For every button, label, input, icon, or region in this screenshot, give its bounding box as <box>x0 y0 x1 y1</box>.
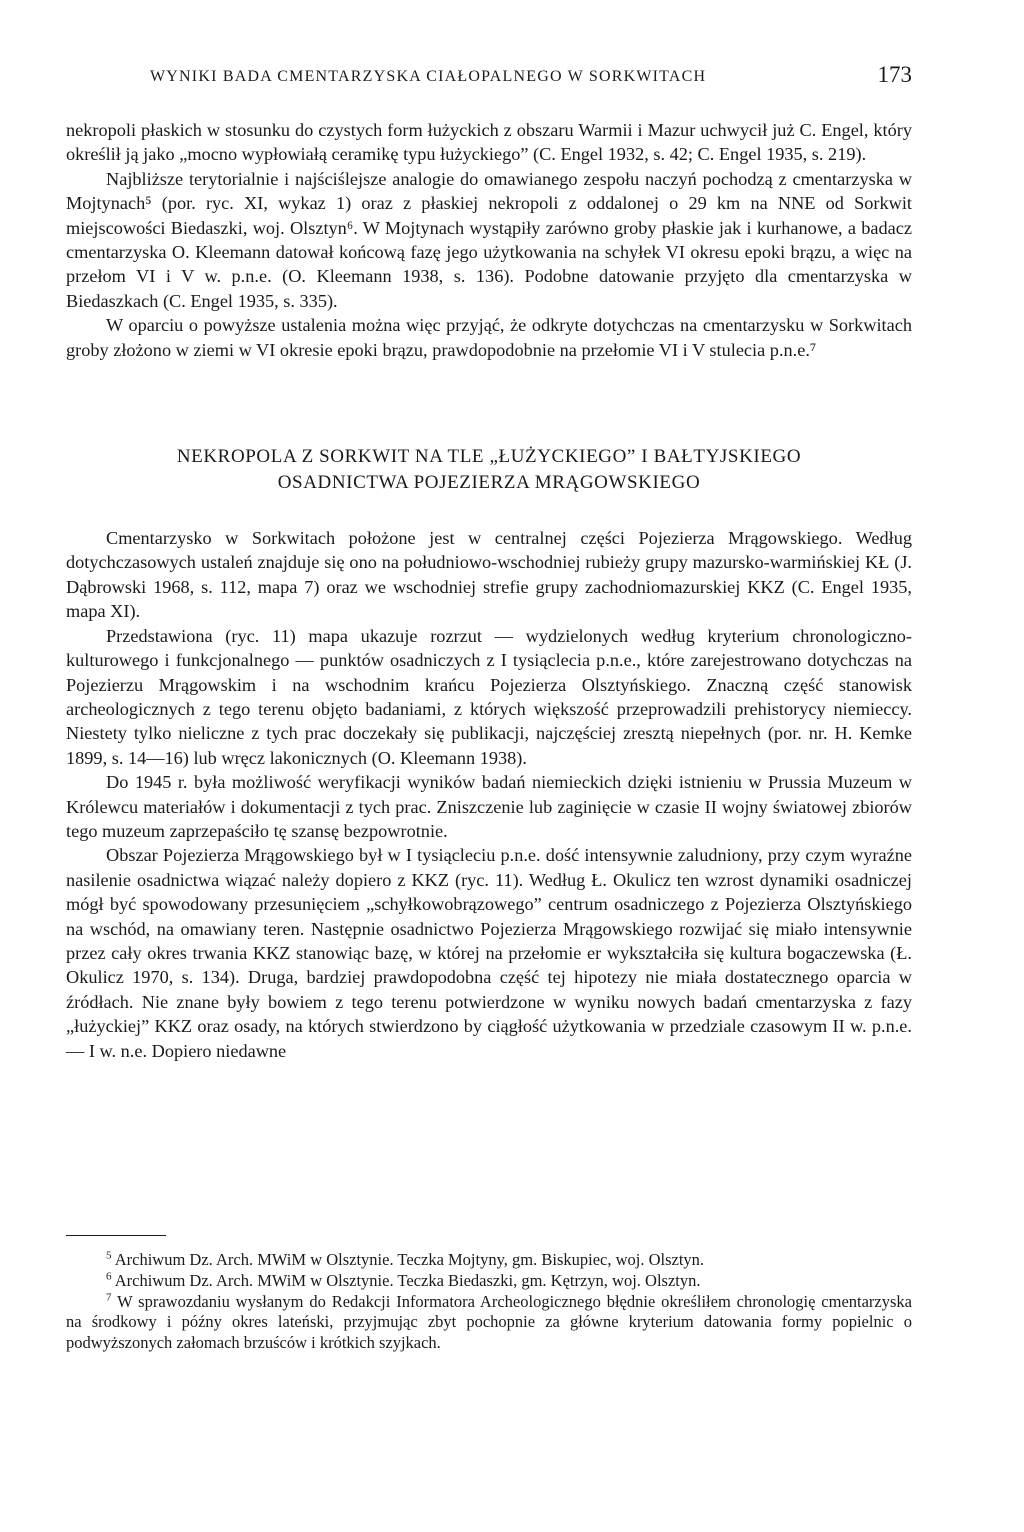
section-heading-line2: OSADNICTWA POJEZIERZA MRĄGOWSKIEGO <box>277 472 701 494</box>
footnote-mark: 5 <box>106 1249 112 1262</box>
section-heading-line1: NEKROPOLA Z SORKWIT NA TLE „ŁUŻYCKIEGO” I BAŁTYJSKIEGO <box>176 446 802 468</box>
paragraph-continued: nekropoli płaskich w stosunku do czystych form łużyckich z obszaru Warmii i Mazur uchwycił już C. Engel, który określił ją jako „mocno wypłowiałą ceramikę typu łużyckiego” (C. Engel 1932, s. 42; C. Engel 1935, s. 219). <box>66 120 912 165</box>
main-text <box>66 118 912 1063</box>
footnote-text: Archiwum Dz. Arch. MWiM w Olsztynie. Teczka Mojtyny, gm. Biskupiec, woj. Olsztyn. <box>114 1250 705 1269</box>
section-paragraph-museum: Do 1945 r. była możliwość weryfikacji wyników badań niemieckich dzięki istnieniu w Prussia Muzeum w Królewcu materiałów i dokumentacji z tych prac. Zniszczenie lub zaginięcie w czasie II wojny światowej zbiorów tego muzeum zaprzepaściło tę szansę bezpowrotnie. <box>66 772 912 841</box>
section-paragraph-location: Cmentarzysko w Sorkwitach położone jest w centralnej części Pojezierza Mrągowskiego. Według dotychczasowych ustaleń znajduje się ono na południowo-wschodniej rubieży grupy mazursko-warmińskiej KŁ (J. Dąbrowski 1968, s. 112, mapa 7) oraz we wschodniej strefie grupy zachodniomazurskiej KKZ (C. Engel 1935, mapa XI). <box>66 528 912 622</box>
page-number: 173 <box>877 62 912 87</box>
paragraph-conclusion: W oparciu o powyższe ustalenia można więc przyjąć, że odkryte dotychczas na cmentarzysku w Sorkwitach groby złożono w ziemi w VI okresie epoki brązu, prawdopodobnie na przełomie VI i V stulecia p.n.e.⁷ <box>66 315 912 360</box>
footnote-text: Archiwum Dz. Arch. MWiM w Olsztynie. Teczka Biedaszki, gm. Kętrzyn, woj. Olsztyn. <box>114 1270 701 1290</box>
footnote-mark: 7 <box>106 1291 112 1304</box>
footnote-rule <box>66 1235 166 1236</box>
footnote-mark: 6 <box>106 1270 112 1283</box>
footnote-text: W sprawozdaniu wysłanym do Redakcji Informatora Archeologicznego błędnie określiłem chronologię cmentarzyska na środkowy i późny okres lateński, przyjmując zbyt pochopnie za główne kryterium datowania formy popielnic o podwyższonych załomach brzuśców i krótkich szyjkach. <box>66 1291 912 1353</box>
running-title: WYNIKI BADA CMENTARZYSKA CIAŁOPALNEGO W SORKWITACH <box>150 68 707 85</box>
footnotes <box>66 1235 912 1354</box>
running-head <box>150 64 912 94</box>
section-paragraph-map: Przedstawiona (ryc. 11) mapa ukazuje rozrzut — wydzielonych według kryterium chronologiczno-kulturowego i funkcjonalnego — punktów osadniczych z I tysiąclecia p.n.e., które zarejestrowano dotychczas na Pojezierzu Mrągowskim i na wschodnim krańcu Pojezierza Olsztyńskiego. Znaczną część stanowisk archeologicznych z tego terenu objęto badaniami, z których większość przeprowadzili prehistorycy niemieccy. Niestety tylko nieliczne z tych prac doczekały się publikacji, najczęściej zresztą niepełnych (por. nr. H. Kemke 1899, s. 14—16) lub wręcz lakonicznych (O. Kleemann 1938). <box>66 625 912 768</box>
footnote <box>66 1250 912 1271</box>
paragraph-analogies: Najbliższe terytorialnie i najściślejsze analogie do omawianego zespołu naczyń pochodzą z cmentarzyska w Mojtynach⁵ (por. ryc. XI, wykaz 1) oraz z płaskiej nekropoli z oddalonej o 29 km na NNE od Sorkwit miejscowości Biedaszki, woj. Olsztyn⁶. W Mojtynach wystąpiły zarówno groby płaskie jak i kurhanowe, a badacz cmentarzyska O. Kleemann datował końcową fazę jego użytkowania na schyłek VI okresu epoki brązu, a więc na przełom VI i V w. p.n.e. (O. Kleemann 1938, s. 136). Podobne datowanie przyjęto dla cmentarzyska w Biedaszkach (C. Engel 1935, s. 335). <box>66 168 912 311</box>
footnote <box>66 1292 912 1354</box>
section-paragraph-settlement: Obszar Pojezierza Mrągowskiego był w I tysiącleciu p.n.e. dość intensywnie zaludniony, przy czym wyraźne nasilenie osadnictwa wiązać należy dopiero z KKZ (ryc. 11). Według Ł. Okulicz ten wzrost dynamiki osadniczej mógł być spowodowany przesunięciem „schyłkowobrązowego” centrum osadniczego z Pojezierza Olsztyńskiego na wschód, na omawiany teren. Następnie osadnictwo Pojezierza Mrągowskiego rozwijać się miało intensywnie przez cały okres trwania KKZ stanowiąc bazę, w której na przełomie er wykształciła się kultura bogaczewska (Ł. Okulicz 1970, s. 134). Druga, bardziej prawdopodobna część tej hipotezy nie miała dostatecznego oparcia w źródłach. Nie znane były bowiem z tego terenu potwierdzone w wyniku nowych badań cmentarzyska z fazy „łużyckiej” KKZ oraz osady, na których stwierdzono by ciągłość użytkowania w przedziale czasowym II w. p.n.e. — I w. n.e. Dopiero niedawne <box>66 845 912 1061</box>
footnote <box>66 1271 912 1292</box>
